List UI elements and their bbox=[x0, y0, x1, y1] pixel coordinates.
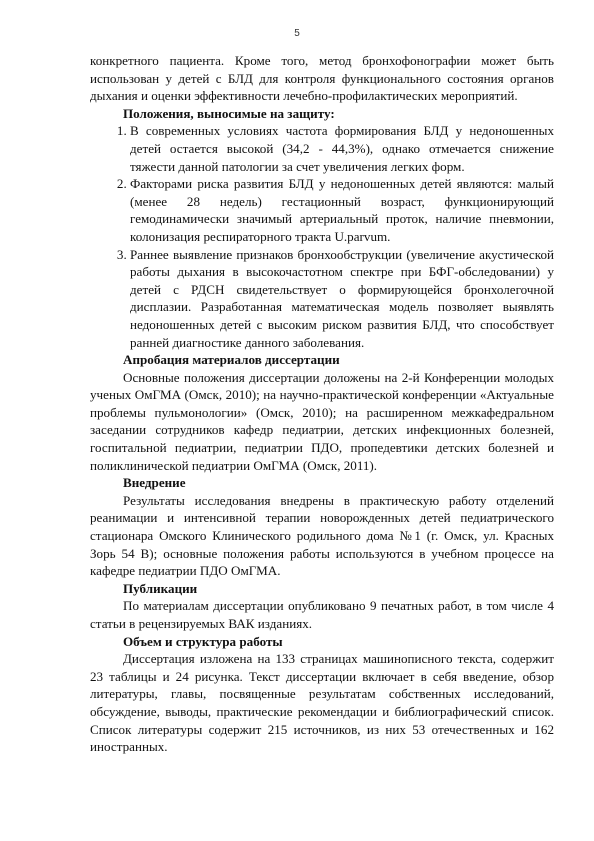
page-number: 5 bbox=[294, 28, 300, 39]
approbation-text: Основные положения диссертации доложены на 2-й Конференции молодых ученых ОмГМА (Омск, 2010); на научно-практической конференции «Актуальные проблемы пульмонологии» (Омск, 2010); на расширенном межкафедральном заседании сотрудников кафедр педиатрии, детских инфекционных болезней, госпитальной педиатрии, педиатрии ПДО, пропедевтики детских болезней и поликлинической педиатрии ОмГМА (Омск, 2011). bbox=[90, 369, 554, 473]
implementation-text: Результаты исследования внедрены в практическую работу отделений реанимации и интенсивной терапии новорожденных детей педиатрического стационара Омского Клинического родильного дома №1 (г. Омск, ул. Красных Зорь 54 В); основные положения работы используются в учебном процессе на кафедре педиатрии ПДО ОмГМА. bbox=[90, 492, 554, 579]
structure-heading: Объем и структура работы bbox=[123, 633, 283, 649]
defense-heading: Положения, выносимые на защиту: bbox=[123, 105, 335, 121]
document-body bbox=[90, 52, 554, 756]
approbation-heading: Апробация материалов диссертации bbox=[123, 352, 340, 368]
defense-list bbox=[90, 122, 554, 351]
publications-heading: Публикации bbox=[123, 580, 198, 596]
structure-text: Диссертация изложена на 133 страницах машинописного текста, содержит 23 таблицы и 24 рисунка. Текст диссертации включает в себя введение, обзор литературы, главы, посвященные результатам собственных исследований, обсуждение, выводы, практические рекомендации и библиографический список. Список литературы содержит 215 источников, из них 53 отечественных и 162 иностранных. bbox=[90, 651, 554, 755]
defense-item-1: 1. В современных условиях частота формирования БЛД у недоношенных детей остается высокой (34,2 - 44,3%), однако отмечается снижение тяжести данной патологии за счет увеличения легких форм. bbox=[130, 122, 554, 175]
defense-item-3: 3. Раннее выявление признаков бронхообструкции (увеличение акустической работы дыхания в высокочастотном спектре при БФГ-обследовании) у детей с РДСН свидетельствует о формирующейся бронхолегочной дисплазии. Разработанная математическая модель позволяет выявлять недоношенных детей с высоким риском развития БЛД, что способствует ранней диагностике данного заболевания. bbox=[130, 246, 554, 352]
implementation-heading: Внедрение bbox=[123, 475, 186, 491]
intro-paragraph: конкретного пациента. Кроме того, метод бронхофонографии может быть использован у детей с БЛД для контроля функционального состояния органов дыхания и оценки эффективности лечебно-профилактических мероприятий. bbox=[90, 53, 554, 104]
publications-text: По материалам диссертации опубликовано 9 печатных работ, в том числе 4 статьи в рецензируемых ВАК изданиях. bbox=[90, 598, 554, 631]
defense-item-2: 2. Факторами риска развития БЛД у недоношенных детей являются: малый (менее 28 недель) гестационный возраст, функционирующий гемодинамически значимый артериальный проток, наличие пневмонии, колонизация респираторного тракта U.parvum. bbox=[130, 175, 554, 245]
